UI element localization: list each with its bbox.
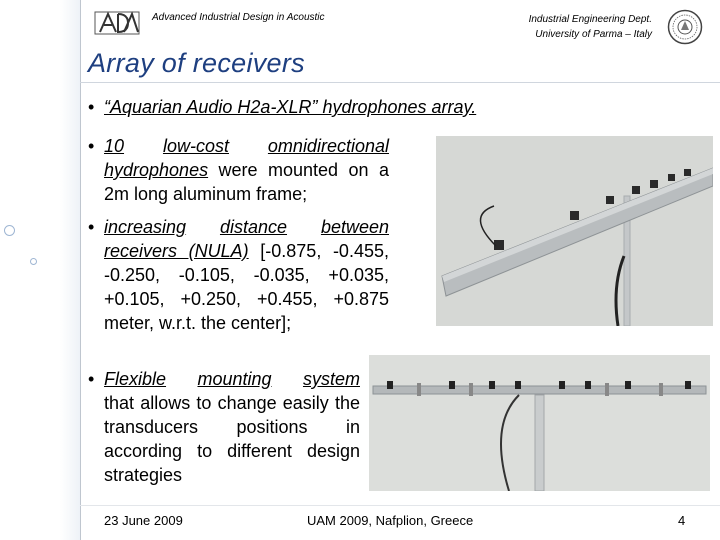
bullet-hydrophone-model xyxy=(88,95,477,119)
header-left-text: Advanced Industrial Design in Acoustic xyxy=(152,12,325,23)
bullet-text-part: distance xyxy=(219,217,288,237)
bullet-text-part: were mounted on a 2m long aluminum frame; xyxy=(104,160,389,204)
bullet-text-part: increasing xyxy=(104,217,187,237)
page-number: 4 xyxy=(678,513,686,528)
footer-divider xyxy=(80,505,720,506)
bullet-dot: • xyxy=(88,97,95,117)
bullet-hydrophone-count xyxy=(88,134,389,206)
header-university: University of Parma – Italy xyxy=(535,29,652,40)
bullet-text-part: 10 xyxy=(104,136,125,156)
university-seal-icon xyxy=(667,9,703,50)
array-full-view-photo xyxy=(369,355,710,491)
left-divider xyxy=(80,0,81,540)
bullet-text-part: low-cost xyxy=(162,136,229,156)
bullet-text-part: mounting xyxy=(197,369,272,389)
title-divider xyxy=(80,82,720,83)
bullet-text-part: between xyxy=(320,217,389,237)
header-right-text xyxy=(529,12,652,42)
bullet-dot: • xyxy=(88,217,95,237)
bullet-text-part: omnidirectional xyxy=(267,136,389,156)
bullet-text: “Aquarian Audio H2a-XLR” hydrophones array. xyxy=(104,97,477,117)
array-closeup-photo xyxy=(436,136,713,326)
bullet-text-part: [-0.875, -0.455, -0.250, -0.105, -0.035, +0.035, +0.105, +0.250, +0.455, +0.875 meter, w.r.t. the center]; xyxy=(104,241,389,333)
slide-title: Array of receivers xyxy=(88,48,305,78)
left-decor-band xyxy=(0,0,80,540)
bullet-mounting-system xyxy=(88,367,360,487)
bullet-receiver-positions xyxy=(88,215,389,335)
bullet-text-part: receivers (NULA) xyxy=(104,241,249,261)
bullet-text-part: that allows to change easily the transducers positions in according to different design strategies xyxy=(104,393,360,485)
bullet-dot: • xyxy=(88,369,95,389)
bullet-dot: • xyxy=(88,136,95,156)
bullet-text-part: system xyxy=(302,369,360,389)
ada-logo xyxy=(94,8,140,41)
header-dept: Industrial Engineering Dept. xyxy=(528,14,652,25)
decor-circle xyxy=(4,225,15,236)
bullet-text-part: hydrophones xyxy=(104,160,209,180)
footer-date: 23 June 2009 xyxy=(104,513,183,528)
footer-conference: UAM 2009, Nafplion, Greece xyxy=(307,513,474,528)
bullet-text-part: Flexible xyxy=(104,369,167,389)
decor-circle xyxy=(30,258,37,265)
